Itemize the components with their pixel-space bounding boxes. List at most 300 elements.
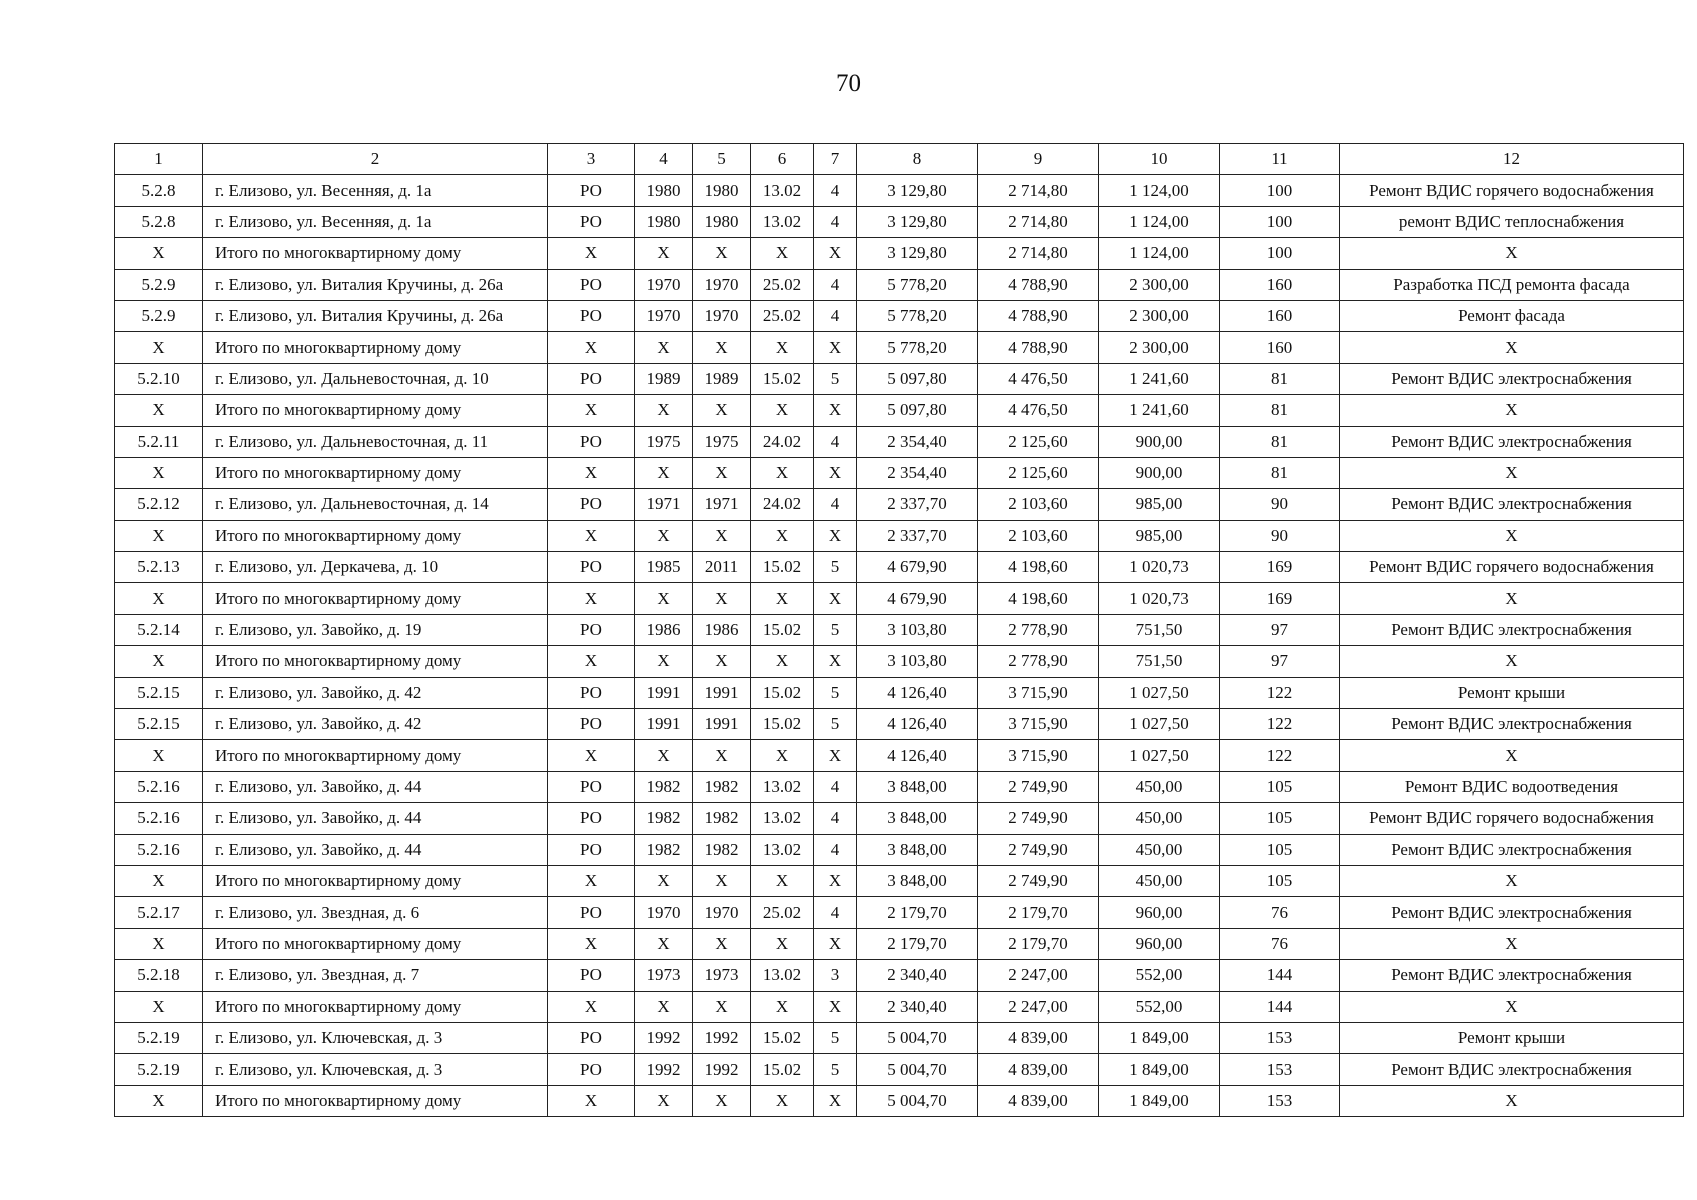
table-cell-col-9: 3 715,90 [978, 709, 1099, 740]
table-cell-col-8: 2 354,40 [857, 426, 978, 457]
table-cell-col-2: Итого по многоквартирному дому [203, 238, 548, 269]
table-cell-col-3: РО [548, 426, 635, 457]
table-cell-col-6: 15.02 [751, 1054, 814, 1085]
table-cell-col-9: 2 247,00 [978, 991, 1099, 1022]
table-cell-col-12: Х [1340, 583, 1684, 614]
table-cell-col-6: 25.02 [751, 269, 814, 300]
table-cell-col-8: 4 679,90 [857, 552, 978, 583]
table-cell-col-5: Х [693, 865, 751, 896]
table-cell-col-2: г. Елизово, ул. Ключевская, д. 3 [203, 1022, 548, 1053]
table-cell-col-4: 1973 [635, 960, 693, 991]
table-cell-col-12: Ремонт ВДИС горячего водоснабжения [1340, 552, 1684, 583]
table-cell-col-5: Х [693, 991, 751, 1022]
table-cell-col-6: 15.02 [751, 614, 814, 645]
table-cell-col-6: Х [751, 928, 814, 959]
table-cell-col-1: Х [115, 928, 203, 959]
table-cell-col-9: 4 198,60 [978, 583, 1099, 614]
table-cell-col-9: 4 788,90 [978, 300, 1099, 331]
table-cell-col-7: 4 [814, 771, 857, 802]
table-cell-col-7: 5 [814, 363, 857, 394]
table-cell-col-8: 3 103,80 [857, 646, 978, 677]
table-cell-col-1: 5.2.19 [115, 1054, 203, 1085]
table-cell-col-11: 169 [1220, 552, 1340, 583]
table-cell-col-10: 450,00 [1099, 834, 1220, 865]
table-cell-col-3: РО [548, 206, 635, 237]
table-cell-col-8: 3 129,80 [857, 175, 978, 206]
table-row [115, 709, 1684, 740]
table-cell-col-8: 3 129,80 [857, 238, 978, 269]
table-cell-col-11: 81 [1220, 395, 1340, 426]
table-cell-col-1: 5.2.8 [115, 175, 203, 206]
table-cell-col-5: Х [693, 583, 751, 614]
table-cell-col-4: Х [635, 1085, 693, 1116]
table-cell-col-10: 2 300,00 [1099, 269, 1220, 300]
table-cell-col-12: Х [1340, 520, 1684, 551]
table-cell-col-2: г. Елизово, ул. Завойко, д. 44 [203, 834, 548, 865]
column-header-6: 6 [751, 144, 814, 175]
table-cell-col-9: 2 778,90 [978, 646, 1099, 677]
table-cell-col-3: РО [548, 709, 635, 740]
table-cell-col-1: 5.2.19 [115, 1022, 203, 1053]
table-cell-col-10: 1 849,00 [1099, 1054, 1220, 1085]
table-cell-col-11: 81 [1220, 363, 1340, 394]
table-cell-col-12: Ремонт ВДИС горячего водоснабжения [1340, 175, 1684, 206]
table-cell-col-10: 985,00 [1099, 520, 1220, 551]
table-cell-col-12: Разработка ПСД ремонта фасада [1340, 269, 1684, 300]
table-cell-col-12: Х [1340, 238, 1684, 269]
table-total-row [115, 928, 1684, 959]
table-cell-col-4: 1980 [635, 175, 693, 206]
table-cell-col-9: 2 125,60 [978, 457, 1099, 488]
table-cell-col-7: 5 [814, 1054, 857, 1085]
table-cell-col-5: Х [693, 928, 751, 959]
table-cell-col-5: Х [693, 740, 751, 771]
table-cell-col-8: 5 004,70 [857, 1022, 978, 1053]
table-cell-col-4: Х [635, 740, 693, 771]
table-cell-col-7: 4 [814, 489, 857, 520]
table-row [115, 803, 1684, 834]
table-cell-col-8: 4 126,40 [857, 677, 978, 708]
table-cell-col-3: Х [548, 991, 635, 1022]
table-cell-col-8: 3 103,80 [857, 614, 978, 645]
table-cell-col-3: РО [548, 1054, 635, 1085]
table-cell-col-12: Ремонт ВДИС водоотведения [1340, 771, 1684, 802]
table-cell-col-1: 5.2.17 [115, 897, 203, 928]
table-row [115, 489, 1684, 520]
table-cell-col-9: 2 749,90 [978, 803, 1099, 834]
table-cell-col-3: Х [548, 457, 635, 488]
table-row [115, 614, 1684, 645]
table-cell-col-4: 1985 [635, 552, 693, 583]
table-cell-col-5: Х [693, 520, 751, 551]
table-cell-col-10: 1 020,73 [1099, 552, 1220, 583]
table-cell-col-6: 13.02 [751, 175, 814, 206]
table-row [115, 677, 1684, 708]
table-cell-col-7: 5 [814, 552, 857, 583]
table-cell-col-2: г. Елизово, ул. Виталия Кручины, д. 26а [203, 300, 548, 331]
table-cell-col-7: 4 [814, 300, 857, 331]
column-header-12: 12 [1340, 144, 1684, 175]
table-cell-col-9: 4 476,50 [978, 395, 1099, 426]
table-cell-col-3: Х [548, 928, 635, 959]
table-cell-col-4: 1989 [635, 363, 693, 394]
table-cell-col-4: Х [635, 991, 693, 1022]
table-cell-col-3: РО [548, 960, 635, 991]
table-cell-col-6: 13.02 [751, 771, 814, 802]
table-total-row [115, 865, 1684, 896]
table-cell-col-10: 552,00 [1099, 960, 1220, 991]
table-cell-col-9: 2 125,60 [978, 426, 1099, 457]
table-total-row [115, 740, 1684, 771]
table-cell-col-1: Х [115, 991, 203, 1022]
column-header-10: 10 [1099, 144, 1220, 175]
table-cell-col-3: Х [548, 520, 635, 551]
table-cell-col-4: 1975 [635, 426, 693, 457]
table-cell-col-7: 5 [814, 1022, 857, 1053]
table-cell-col-10: 751,50 [1099, 614, 1220, 645]
table-cell-col-5: Х [693, 238, 751, 269]
table-total-row [115, 991, 1684, 1022]
table-cell-col-4: 1971 [635, 489, 693, 520]
table-cell-col-2: г. Елизово, ул. Звездная, д. 7 [203, 960, 548, 991]
table-cell-col-8: 2 340,40 [857, 960, 978, 991]
table-cell-col-5: 1970 [693, 300, 751, 331]
table-cell-col-12: Х [1340, 395, 1684, 426]
table-cell-col-8: 5 778,20 [857, 269, 978, 300]
table-cell-col-12: Ремонт ВДИС горячего водоснабжения [1340, 803, 1684, 834]
table-cell-col-8: 4 126,40 [857, 709, 978, 740]
table-cell-col-3: Х [548, 583, 635, 614]
table-cell-col-10: 960,00 [1099, 928, 1220, 959]
table-cell-col-8: 2 354,40 [857, 457, 978, 488]
table-cell-col-6: Х [751, 1085, 814, 1116]
table-cell-col-8: 2 337,70 [857, 489, 978, 520]
table-cell-col-6: 15.02 [751, 1022, 814, 1053]
table-cell-col-9: 2 179,70 [978, 928, 1099, 959]
table-cell-col-9: 3 715,90 [978, 740, 1099, 771]
table-cell-col-3: РО [548, 897, 635, 928]
table-cell-col-11: 100 [1220, 238, 1340, 269]
table-row [115, 771, 1684, 802]
table-cell-col-3: Х [548, 865, 635, 896]
table-cell-col-12: Ремонт ВДИС электроснабжения [1340, 426, 1684, 457]
table-cell-col-11: 97 [1220, 614, 1340, 645]
table-cell-col-4: 1982 [635, 771, 693, 802]
table-cell-col-4: 1970 [635, 897, 693, 928]
table-total-row [115, 395, 1684, 426]
table-cell-col-8: 5 004,70 [857, 1085, 978, 1116]
table-cell-col-4: 1986 [635, 614, 693, 645]
table-cell-col-1: Х [115, 865, 203, 896]
table-cell-col-4: Х [635, 928, 693, 959]
table-cell-col-9: 2 714,80 [978, 175, 1099, 206]
table-cell-col-5: 1970 [693, 269, 751, 300]
table-cell-col-9: 2 714,80 [978, 238, 1099, 269]
table-cell-col-6: Х [751, 457, 814, 488]
table-total-row [115, 238, 1684, 269]
table-cell-col-11: 160 [1220, 332, 1340, 363]
table-cell-col-2: г. Елизово, ул. Дальневосточная, д. 14 [203, 489, 548, 520]
column-header-1: 1 [115, 144, 203, 175]
table-row [115, 269, 1684, 300]
table-cell-col-4: Х [635, 583, 693, 614]
table-cell-col-9: 4 476,50 [978, 363, 1099, 394]
table-cell-col-1: Х [115, 583, 203, 614]
column-header-11: 11 [1220, 144, 1340, 175]
column-header-9: 9 [978, 144, 1099, 175]
page-number: 70 [836, 70, 861, 97]
table-cell-col-7: Х [814, 583, 857, 614]
table-cell-col-12: Х [1340, 457, 1684, 488]
table-cell-col-7: 4 [814, 206, 857, 237]
table-cell-col-1: Х [115, 740, 203, 771]
table-cell-col-3: Х [548, 740, 635, 771]
table-cell-col-6: Х [751, 395, 814, 426]
table-cell-col-10: 1 027,50 [1099, 677, 1220, 708]
table-cell-col-4: Х [635, 520, 693, 551]
table-cell-col-11: 144 [1220, 991, 1340, 1022]
table-cell-col-2: Итого по многоквартирному дому [203, 991, 548, 1022]
table-row [115, 834, 1684, 865]
table-cell-col-3: РО [548, 803, 635, 834]
table-cell-col-10: 1 124,00 [1099, 206, 1220, 237]
table-cell-col-2: Итого по многоквартирному дому [203, 457, 548, 488]
table-cell-col-12: Х [1340, 332, 1684, 363]
table-cell-col-6: Х [751, 991, 814, 1022]
table-cell-col-1: 5.2.9 [115, 300, 203, 331]
table-cell-col-6: 15.02 [751, 552, 814, 583]
table-cell-col-4: Х [635, 457, 693, 488]
table-cell-col-1: 5.2.11 [115, 426, 203, 457]
table-cell-col-3: РО [548, 677, 635, 708]
table-cell-col-12: Ремонт ВДИС электроснабжения [1340, 834, 1684, 865]
table-cell-col-3: РО [548, 489, 635, 520]
table-cell-col-5: 2011 [693, 552, 751, 583]
column-header-3: 3 [548, 144, 635, 175]
column-header-4: 4 [635, 144, 693, 175]
table-cell-col-12: Х [1340, 740, 1684, 771]
table-cell-col-11: 169 [1220, 583, 1340, 614]
table-cell-col-7: 4 [814, 834, 857, 865]
table-cell-col-1: Х [115, 520, 203, 551]
table-cell-col-3: РО [548, 1022, 635, 1053]
table-cell-col-4: 1982 [635, 803, 693, 834]
table-cell-col-1: 5.2.10 [115, 363, 203, 394]
table-cell-col-2: г. Елизово, ул. Завойко, д. 42 [203, 709, 548, 740]
table-cell-col-12: Ремонт фасада [1340, 300, 1684, 331]
table-cell-col-1: 5.2.15 [115, 677, 203, 708]
table-cell-col-5: 1989 [693, 363, 751, 394]
table-cell-col-5: Х [693, 646, 751, 677]
table-cell-col-3: Х [548, 238, 635, 269]
table-cell-col-11: 153 [1220, 1022, 1340, 1053]
table-cell-col-12: Ремонт ВДИС электроснабжения [1340, 960, 1684, 991]
table-cell-col-8: 4 126,40 [857, 740, 978, 771]
table-cell-col-10: 960,00 [1099, 897, 1220, 928]
table-cell-col-7: Х [814, 865, 857, 896]
table-cell-col-4: 1970 [635, 269, 693, 300]
table-cell-col-4: Х [635, 395, 693, 426]
table-cell-col-10: 1 027,50 [1099, 709, 1220, 740]
table-cell-col-8: 3 848,00 [857, 865, 978, 896]
table-cell-col-2: г. Елизово, ул. Завойко, д. 42 [203, 677, 548, 708]
table-total-row [115, 646, 1684, 677]
table-row [115, 206, 1684, 237]
table-cell-col-5: 1992 [693, 1054, 751, 1085]
table-cell-col-11: 90 [1220, 520, 1340, 551]
table-cell-col-11: 76 [1220, 897, 1340, 928]
table-cell-col-11: 160 [1220, 300, 1340, 331]
table-cell-col-2: г. Елизово, ул. Весенняя, д. 1а [203, 175, 548, 206]
table-cell-col-1: Х [115, 1085, 203, 1116]
table-cell-col-9: 2 247,00 [978, 960, 1099, 991]
table-cell-col-10: 2 300,00 [1099, 300, 1220, 331]
table-cell-col-2: Итого по многоквартирному дому [203, 646, 548, 677]
table-cell-col-4: Х [635, 865, 693, 896]
table-cell-col-5: 1982 [693, 803, 751, 834]
column-header-5: 5 [693, 144, 751, 175]
table-cell-col-7: Х [814, 520, 857, 551]
table-cell-col-7: Х [814, 395, 857, 426]
table-cell-col-2: г. Елизово, ул. Виталия Кручины, д. 26а [203, 269, 548, 300]
table-cell-col-2: Итого по многоквартирному дому [203, 865, 548, 896]
table-cell-col-6: Х [751, 865, 814, 896]
table-cell-col-5: 1982 [693, 771, 751, 802]
table-cell-col-12: Х [1340, 865, 1684, 896]
table-cell-col-5: 1992 [693, 1022, 751, 1053]
table-cell-col-10: 985,00 [1099, 489, 1220, 520]
table-cell-col-9: 4 839,00 [978, 1085, 1099, 1116]
table-cell-col-1: 5.2.8 [115, 206, 203, 237]
table-cell-col-11: 105 [1220, 803, 1340, 834]
table-cell-col-1: 5.2.14 [115, 614, 203, 645]
table-cell-col-9: 4 198,60 [978, 552, 1099, 583]
table-cell-col-1: Х [115, 395, 203, 426]
table-cell-col-7: Х [814, 1085, 857, 1116]
table-cell-col-1: 5.2.16 [115, 834, 203, 865]
table-cell-col-12: Ремонт ВДИС электроснабжения [1340, 614, 1684, 645]
table-cell-col-7: Х [814, 991, 857, 1022]
table-cell-col-8: 2 179,70 [857, 928, 978, 959]
column-header-2: 2 [203, 144, 548, 175]
table-cell-col-6: 25.02 [751, 897, 814, 928]
table-cell-col-6: Х [751, 238, 814, 269]
table-cell-col-8: 5 778,20 [857, 332, 978, 363]
column-header-7: 7 [814, 144, 857, 175]
table-cell-col-12: Х [1340, 928, 1684, 959]
table-row [115, 300, 1684, 331]
table-cell-col-2: г. Елизово, ул. Дальневосточная, д. 11 [203, 426, 548, 457]
table-cell-col-7: Х [814, 928, 857, 959]
table-cell-col-4: 1991 [635, 677, 693, 708]
table-cell-col-9: 2 179,70 [978, 897, 1099, 928]
table-cell-col-2: Итого по многоквартирному дому [203, 1085, 548, 1116]
table-cell-col-3: РО [548, 771, 635, 802]
table-cell-col-6: 15.02 [751, 709, 814, 740]
table-cell-col-11: 122 [1220, 740, 1340, 771]
table-cell-col-11: 97 [1220, 646, 1340, 677]
table-cell-col-10: 1 241,60 [1099, 363, 1220, 394]
table-cell-col-2: г. Елизово, ул. Завойко, д. 19 [203, 614, 548, 645]
table-total-row [115, 520, 1684, 551]
table-cell-col-3: Х [548, 332, 635, 363]
table-cell-col-4: 1970 [635, 300, 693, 331]
table-cell-col-3: РО [548, 300, 635, 331]
table-cell-col-4: Х [635, 332, 693, 363]
table-row [115, 1054, 1684, 1085]
table-row [115, 552, 1684, 583]
table-cell-col-2: г. Елизово, ул. Ключевская, д. 3 [203, 1054, 548, 1085]
table-cell-col-5: 1982 [693, 834, 751, 865]
table-cell-col-2: Итого по многоквартирному дому [203, 928, 548, 959]
table-cell-col-11: 105 [1220, 865, 1340, 896]
table-row [115, 960, 1684, 991]
table-cell-col-10: 1 027,50 [1099, 740, 1220, 771]
table-cell-col-12: Х [1340, 991, 1684, 1022]
table-cell-col-6: Х [751, 740, 814, 771]
table-cell-col-7: 5 [814, 677, 857, 708]
table-cell-col-11: 153 [1220, 1085, 1340, 1116]
table-cell-col-8: 3 848,00 [857, 834, 978, 865]
table-header-row [115, 144, 1684, 175]
table-cell-col-9: 2 749,90 [978, 771, 1099, 802]
table-cell-col-4: 1992 [635, 1054, 693, 1085]
table-cell-col-10: 1 241,60 [1099, 395, 1220, 426]
table-cell-col-1: Х [115, 238, 203, 269]
table-cell-col-8: 2 179,70 [857, 897, 978, 928]
table-cell-col-7: Х [814, 740, 857, 771]
table-cell-col-11: 90 [1220, 489, 1340, 520]
table-cell-col-3: РО [548, 269, 635, 300]
table-cell-col-2: г. Елизово, ул. Завойко, д. 44 [203, 771, 548, 802]
table-cell-col-7: 5 [814, 614, 857, 645]
table-cell-col-9: 4 839,00 [978, 1054, 1099, 1085]
table-cell-col-6: Х [751, 520, 814, 551]
table-cell-col-1: 5.2.9 [115, 269, 203, 300]
table-cell-col-3: РО [548, 552, 635, 583]
table-cell-col-6: 13.02 [751, 960, 814, 991]
table-cell-col-10: 1 020,73 [1099, 583, 1220, 614]
table-cell-col-1: 5.2.18 [115, 960, 203, 991]
table-cell-col-7: Х [814, 238, 857, 269]
table-cell-col-5: Х [693, 457, 751, 488]
table-cell-col-6: 13.02 [751, 834, 814, 865]
table-cell-col-8: 2 337,70 [857, 520, 978, 551]
table-cell-col-12: Ремонт ВДИС электроснабжения [1340, 1054, 1684, 1085]
table-cell-col-7: Х [814, 332, 857, 363]
table-total-row [115, 583, 1684, 614]
table-cell-col-5: 1970 [693, 897, 751, 928]
table-total-row [115, 457, 1684, 488]
table-cell-col-7: Х [814, 457, 857, 488]
table-cell-col-8: 5 097,80 [857, 395, 978, 426]
table-cell-col-6: 25.02 [751, 300, 814, 331]
table-cell-col-6: Х [751, 583, 814, 614]
table-cell-col-11: 122 [1220, 709, 1340, 740]
table-cell-col-3: РО [548, 363, 635, 394]
table-cell-col-7: 4 [814, 175, 857, 206]
table-cell-col-9: 2 103,60 [978, 520, 1099, 551]
table-cell-col-10: 1 849,00 [1099, 1085, 1220, 1116]
table-cell-col-9: 4 839,00 [978, 1022, 1099, 1053]
table-cell-col-12: ремонт ВДИС теплоснабжения [1340, 206, 1684, 237]
table-cell-col-2: Итого по многоквартирному дому [203, 740, 548, 771]
table-cell-col-3: РО [548, 614, 635, 645]
table-cell-col-2: г. Елизово, ул. Дальневосточная, д. 10 [203, 363, 548, 394]
table-cell-col-9: 4 788,90 [978, 269, 1099, 300]
table-cell-col-9: 3 715,90 [978, 677, 1099, 708]
table-cell-col-3: РО [548, 834, 635, 865]
